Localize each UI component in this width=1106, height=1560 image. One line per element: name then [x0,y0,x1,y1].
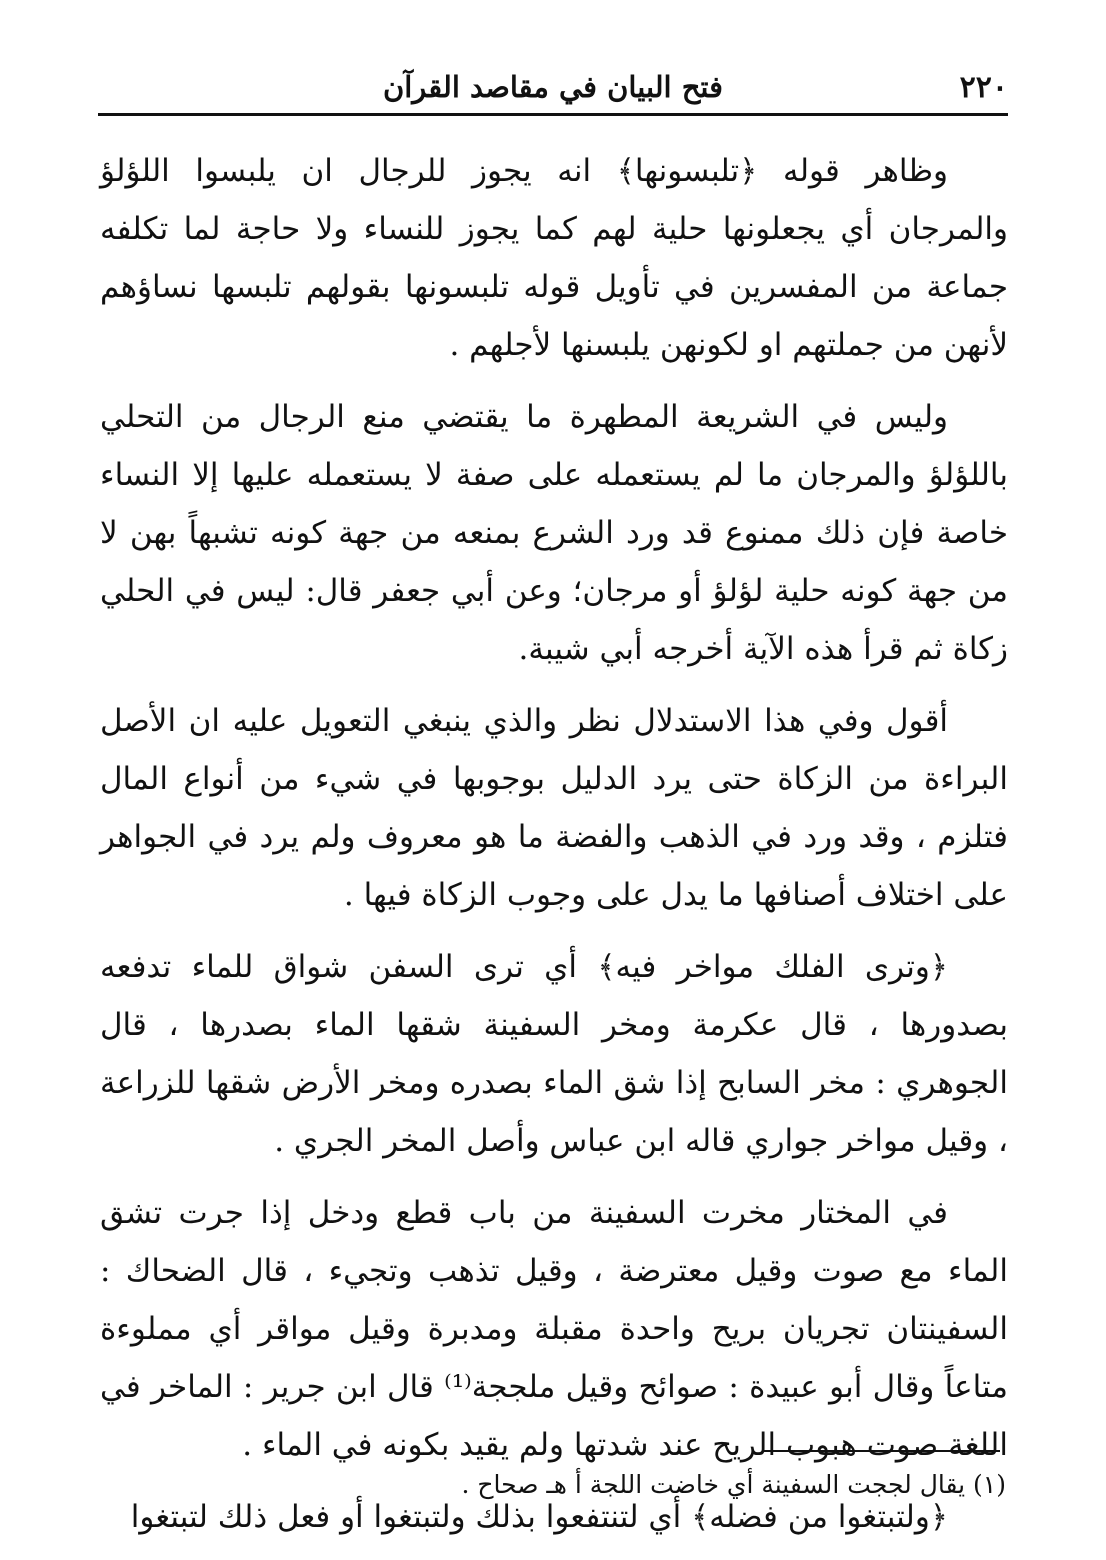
paragraph: وليس في الشريعة المطهرة ما يقتضي منع الرجال من التحلي باللؤلؤ والمرجان ما لم يستعمله على صفة لا يستعمله عليها إلا النساء خاصة فإن ذلك ممنوع قد ورد الشرع بمنعه من جهة كونه تشبهاً بهن لا من جهة كونه حلية لؤلؤ أو مرجان؛ وعن أبي جعفر قال: ليس في الحلي زكاة ثم قرأ هذه الآية أخرجه أبي شيبة. [100,399,1008,667]
header-rule [98,113,1008,116]
body-text [100,142,1008,1560]
page-header [98,66,1008,114]
running-title: فتح البيان في مقاصد القرآن [382,70,724,104]
paragraph: ﴿وترى الفلك مواخر فيه﴾ أي ترى السفن شواق للماء تدفعه بصدورها ، قال عكرمة ومخر السفينة شقها الماء بصدرها ، قال الجوهري : مخر السابح إذا شق الماء بصدره ومخر الأرض شقها للزراعة ، وقيل مواخر جواري قاله ابن عباس وأصل المخر الجري . [100,949,1008,1159]
paragraph: ﴿ولتبتغوا من فضله﴾ أي لتنتفعوا بذلك ولتبتغوا أو فعل ذلك لتبتغوا [130,1499,948,1535]
paragraph: وظاهر قوله ﴿تلبسونها﴾ انه يجوز للرجال ان يلبسوا اللؤلؤ والمرجان أي يجعلونها حلية لهم كما يجوز للنساء ولا حاجة لما تكلفه جماعة من المفسرين في تأويل قوله تلبسونها بقولهم تلبسها نساؤهم لأنهن من جملتهم او لكونهن يلبسنها لأجلهم . [100,153,1008,363]
paragraph: في المختار مخرت السفينة من باب قطع ودخل إذا جرت تشق الماء مع صوت وقيل معترضة ، وقيل تذهب وتجيء ، قال الضحاك : السفينتان تجريان بريح واحدة مقبلة ومدبرة وقيل مواقر أي مملوءة متاعاً وقال أبو عبيدة : صوائح وقيل ملججة⁽¹⁾ قال ابن جرير : الماخر في اللغة صوت هبوب الريح عند شدتها ولم يقيد بكونه في الماء . [100,1195,1008,1463]
page-number: ٢٢٠ [959,70,1008,105]
footnote: (١) يقال لججت السفينة أي خاضت اللجة أ هـ صحاح . [461,1470,1006,1499]
paragraph: أقول وفي هذا الاستدلال نظر والذي ينبغي التعويل عليه ان الأصل البراءة من الزكاة حتى يرد الدليل بوجوبها في شيء من أنواع المال فتلزم ، وقد ورد في الذهب والفضة ما هو معروف ولم يرد في الجواهر على اختلاف أصنافها ما يدل على وجوب الزكاة فيها . [100,703,1008,913]
footnote-rule [762,1450,1000,1452]
